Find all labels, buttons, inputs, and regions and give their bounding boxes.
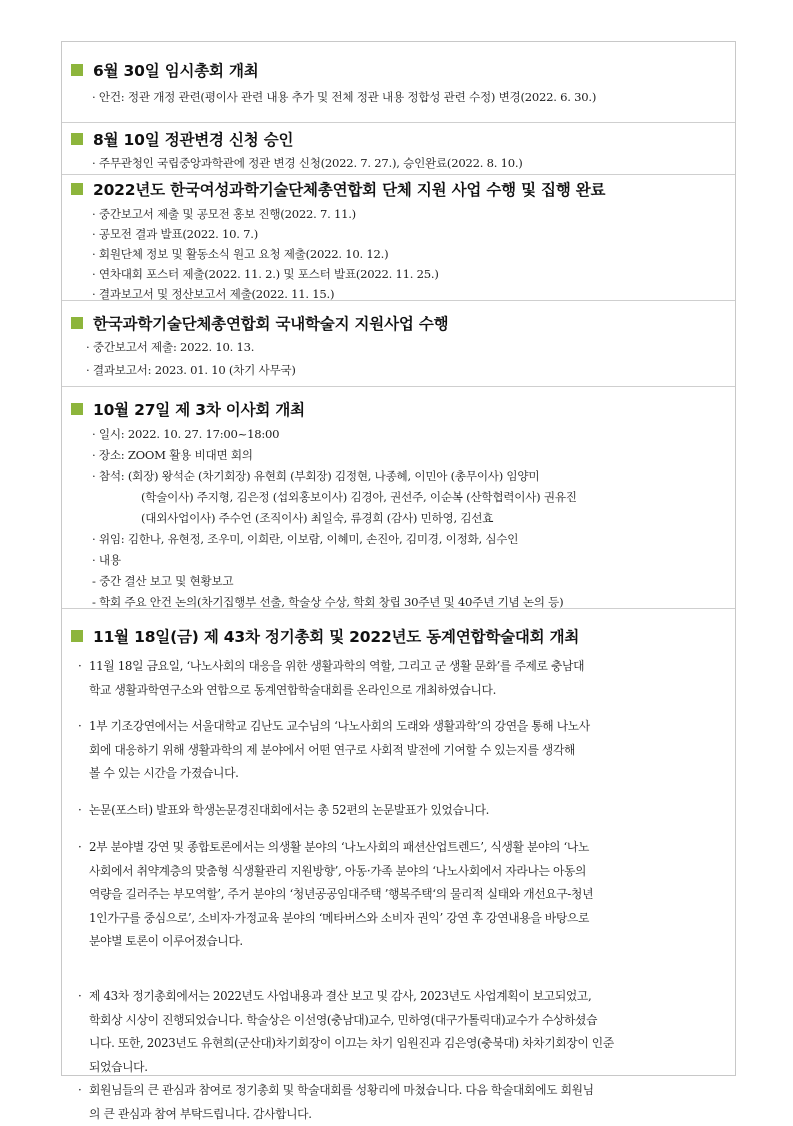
section-title: 10월 27일 제 3차 이사회 개최 [93,401,305,419]
list-item: · 주무관청인 국립중앙과학관에 정관 변경 신청(2022. 7. 27.), 승인완료(2022. 8. 10.) [92,156,523,170]
green-square-icon [71,317,83,329]
list-item: · 내용 [92,553,121,567]
section-board-meeting [62,386,735,609]
section-title: 한국과학기술단체총연합회 국내학술지 지원사업 수행 [93,315,449,333]
paragraph-poster-session: · 논문(포스터) 발표와 학생논문경진대회에서는 총 52편의 논문발표가 있었습니다. [78,803,490,817]
section-bylaws-approval [62,122,735,175]
list-item-continued: (학술이사) 주지형, 김은정 (섭외홍보이사) 김경아, 권선주, 이순복 (산학협력이사) 권유진 [141,490,577,504]
paragraph-session-two: · 2부 분야별 강연 및 종합토론에서는 의생활 분야의 ‘나노사회의 패션산업트렌드’, 식생활 분야의 ‘나노 사회에서 취약계층의 맞춤형 식생활관리 지원방향’, 아동·가족 분야의 ‘나노사회에서 자라나는 아동의 역량을 길러주는 부모역할’, 주거 분야의 ‘청년공공임대주택 ’행복주택‘의 물리적 실태와 개선요구-청년 1인가구를 중심으로’, 소비자·가정교육 분야의 ‘메타버스와 소비자 권익’ 강연 후 강연내용을 바탕으로 분야별 토론이 이루어졌습니다. [78,840,594,949]
section-title: 2022년도 한국여성과학기술단체총연합회 단체 지원 사업 수행 및 집행 완료 [93,181,606,199]
section-title: 11월 18일(금) 제 43차 정기총회 및 2022년도 동계연합학술대회 개최 [93,628,580,646]
section-title: 6월 30일 임시총회 개최 [93,62,259,80]
list-item: · 안건: 정관 개정 관련(평이사 관련 내용 추가 및 전체 정관 내용 정합성 관련 수정) 변경(2022. 6. 30.) [92,90,597,104]
section-support-project [62,174,735,301]
paragraph-general-meeting: · 제 43차 정기총회에서는 2022년도 사업내용과 결산 보고 및 감사, 2023년도 사업계획이 보고되었고, 학회상 시상이 진행되었습니다. 학술상은 이선영(충남대)교수, 민하영(대구가톨릭대)교수가 수상하셨습 니다. 또한, 2023년도 유현희(군산대)차기회장이 이끄는 차기 임원진과 김은영(충북대) 차차기회장이 인준 되었습니다. [78,989,614,1074]
section-title: 8월 10일 정관변경 신청 승인 [93,131,294,149]
section-heading [62,398,305,420]
list-item: · 중간보고서 제출: 2022. 10. 13. [86,340,255,354]
section-journal-support [62,300,735,387]
green-square-icon [71,403,83,415]
list-item: · 공모전 결과 발표(2022. 10. 7.) [92,227,259,241]
list-item: · 연차대회 포스터 제출(2022. 11. 2.) 및 포스터 발표(2022. 11. 25.) [92,267,439,281]
section-heading [62,59,259,81]
list-item: · 일시: 2022. 10. 27. 17:00~18:00 [92,427,280,441]
list-item-continued: (대외사업이사) 주수언 (조직이사) 최일숙, 류경희 (감사) 민하영, 김선효 [141,511,494,525]
report-box [61,41,736,1121]
paragraph-closing: · 회원님들의 큰 관심과 참여로 정기총회 및 학술대회를 성황리에 마쳤습니다. 다음 학술대회에도 회원님 의 큰 관심과 참여 부탁드립니다. 감사합니다. [78,1083,594,1121]
list-item: · 결과보고서: 2023. 01. 10 (차기 사무국) [86,363,296,377]
list-item: · 참석: (회장) 왕석순 (차기회장) 유현희 (부회장) 김정현, 나종혜, 이민아 (총무이사) 임양미 [92,469,540,483]
list-subitem: - 중간 결산 보고 및 현황보고 [92,574,234,588]
section-general-meeting-june [62,42,735,123]
list-item: · 중간보고서 제출 및 공모전 홍보 진행(2022. 7. 11.) [92,207,356,221]
list-item: · 결과보고서 및 정산보고서 제출(2022. 11. 15.) [92,287,335,301]
paragraph-conference-overview: · 11월 18일 금요일, ‘나노사회의 대응을 위한 생활과학의 역할, 그리고 군 생활 문화’를 주제로 충남대 학교 생활과학연구소와 연합으로 동계연합학술대회를 온라인으로 개최하였습니다. [78,659,585,697]
section-heading [62,178,605,200]
section-heading [62,625,579,647]
paragraph-keynote: · 1부 기조강연에서는 서울대학교 김난도 교수님의 ‘나노사회의 도래와 생활과학’의 강연을 통해 나노사 회에 대응하기 위해 생활과학의 제 분야에서 어떤 연구로 사회적 발전에 기여할 수 있는지를 생각해 볼 수 있는 시간을 가졌습니다. [78,719,590,781]
section-general-meeting-november [62,608,735,1121]
list-subitem: - 학회 주요 안건 논의(차기집행부 선출, 학술상 수상, 학회 창립 30주년 및 40주년 기념 논의 등) [92,595,564,609]
green-square-icon [71,183,83,195]
green-square-icon [71,133,83,145]
list-item: · 위임: 김한나, 유현정, 조우미, 이희란, 이보람, 이혜미, 손진아, 김미경, 이정화, 심수인 [92,532,519,546]
list-item: · 장소: ZOOM 활용 비대면 회의 [92,448,253,462]
green-square-icon [71,64,83,76]
green-square-icon [71,630,83,642]
list-item: · 회원단체 정보 및 활동소식 원고 요청 제출(2022. 10. 12.) [92,247,389,261]
section-heading [62,312,448,334]
section-heading [62,128,293,150]
